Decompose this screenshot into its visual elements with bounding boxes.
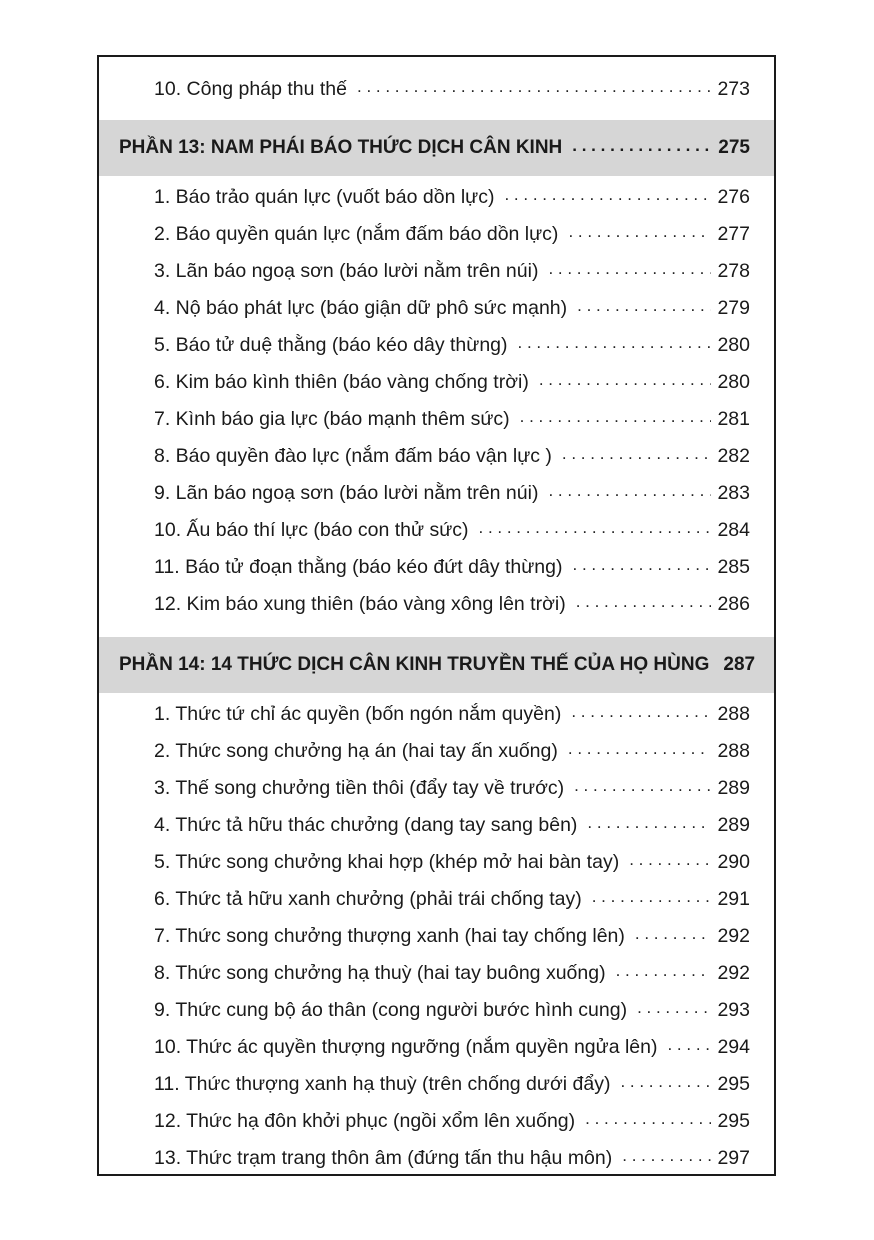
- entry-page: 291: [717, 887, 750, 910]
- entry-title: 12. Thức hạ đôn khởi phục (ngồi xổm lên xuống): [154, 1109, 576, 1132]
- dot-leader: [592, 887, 712, 907]
- entry-page: 283: [717, 481, 750, 504]
- toc-entry: [154, 402, 750, 436]
- section-heading: [99, 120, 774, 176]
- section-title: PHẦN 14: 14 THỨC DỊCH CÂN KINH TRUYỀN THẾ CỦA HỌ HÙNG: [119, 654, 710, 675]
- entry-title: 5. Báo tử duệ thằng (báo kéo dây thừng): [154, 333, 508, 356]
- toc-entry: [154, 697, 750, 731]
- dot-leader: [572, 136, 710, 156]
- entry-title: 7. Kình báo gia lực (báo mạnh thêm sức): [154, 407, 510, 430]
- dot-leader: [585, 1109, 711, 1129]
- toc-entry: [154, 993, 750, 1027]
- entry-title: 11. Thức thượng xanh hạ thuỳ (trên chống dưới đẩy): [154, 1072, 611, 1095]
- entry-title: 1. Báo trảo quán lực (vuốt báo dồn lực): [154, 185, 495, 208]
- dot-leader: [637, 998, 711, 1018]
- entry-title: 7. Thức song chưởng thượng xanh (hai tay chống lên): [154, 924, 625, 947]
- dot-leader: [622, 1146, 711, 1166]
- entry-page: 289: [717, 813, 750, 836]
- toc-entry: [154, 808, 750, 842]
- entry-title: 13. Thức trạm trang thôn âm (đứng tấn thu hậu môn): [154, 1146, 613, 1169]
- toc-frame: [97, 55, 776, 1176]
- dot-leader: [616, 961, 712, 981]
- entry-title: 10. Thức ác quyền thượng ngưỡng (nắm quyền ngửa lên): [154, 1035, 658, 1058]
- toc-entry: [154, 550, 750, 584]
- dot-leader: [667, 1035, 711, 1055]
- toc-entry: [154, 1104, 750, 1138]
- entry-title: 4. Thức tả hữu thác chưởng (dang tay sang bên): [154, 813, 578, 836]
- dot-leader: [571, 702, 711, 722]
- toc-entry: [154, 956, 750, 990]
- entry-title: 8. Thức song chưởng hạ thuỳ (hai tay buông xuống): [154, 961, 606, 984]
- entry-title: 3. Thế song chưởng tiền thôi (đẩy tay về trước): [154, 776, 565, 799]
- dot-leader: [629, 850, 711, 870]
- entry-page: 281: [717, 407, 750, 430]
- dot-leader: [635, 924, 712, 944]
- dot-leader: [548, 259, 711, 279]
- entry-page: 286: [717, 592, 750, 615]
- dot-leader: [620, 1072, 711, 1092]
- toc-entry: [154, 1141, 750, 1175]
- entry-title: 2. Báo quyền quán lực (nắm đấm báo dồn lực): [154, 222, 559, 245]
- dot-leader: [587, 813, 711, 833]
- toc-entry: [154, 180, 750, 214]
- entry-title: 10. Ấu báo thí lực (báo con thử sức): [154, 518, 469, 541]
- entry-page: 279: [717, 296, 750, 319]
- toc-entry: [154, 771, 750, 805]
- entry-page: 289: [717, 776, 750, 799]
- dot-leader: [574, 776, 711, 796]
- toc-entry: [154, 439, 750, 473]
- entry-page: 282: [717, 444, 750, 467]
- entry-page: 294: [717, 1035, 750, 1058]
- entry-page: 297: [717, 1146, 750, 1169]
- entry-title: 2. Thức song chưởng hạ án (hai tay ấn xuống): [154, 739, 558, 762]
- section-page: 287: [723, 654, 756, 675]
- dot-leader: [568, 222, 711, 242]
- toc-entry: [154, 1067, 750, 1101]
- entry-page: 276: [717, 185, 750, 208]
- entry-page: 292: [717, 924, 750, 947]
- dot-leader: [568, 739, 712, 759]
- dot-leader: [576, 592, 712, 612]
- toc-entry: [154, 919, 750, 953]
- entry-page: 293: [717, 998, 750, 1021]
- entry-title: 12. Kim báo xung thiên (báo vàng xông lên trời): [154, 592, 566, 615]
- toc-entry: [154, 845, 750, 879]
- dot-leader: [520, 407, 712, 427]
- toc-entry: [154, 217, 750, 251]
- dot-leader: [562, 444, 712, 464]
- toc-entry: [154, 365, 750, 399]
- entry-title: 10. Công pháp thu thế: [154, 77, 347, 100]
- entry-title: 6. Kim báo kình thiên (báo vàng chống trời): [154, 370, 529, 393]
- dot-leader: [504, 185, 711, 205]
- entry-title: 1. Thức tứ chỉ ác quyền (bốn ngón nắm quyền): [154, 702, 562, 725]
- entry-page: 295: [717, 1072, 750, 1095]
- dot-leader: [577, 296, 711, 316]
- toc-entry: [154, 1030, 750, 1064]
- toc-entry: [154, 254, 750, 288]
- dot-leader: [479, 518, 712, 538]
- entry-title: 4. Nộ báo phát lực (báo giận dữ phô sức mạnh): [154, 296, 568, 319]
- entry-page: 292: [717, 961, 750, 984]
- entry-page: 277: [717, 222, 750, 245]
- toc-entry: [154, 882, 750, 916]
- toc-entry: [154, 734, 750, 768]
- entry-title: 5. Thức song chưởng khai hợp (khép mở hai bàn tay): [154, 850, 620, 873]
- entry-page: 295: [717, 1109, 750, 1132]
- section-heading: [99, 637, 774, 693]
- dot-leader: [539, 370, 712, 390]
- entry-title: 6. Thức tả hữu xanh chưởng (phải trái chống tay): [154, 887, 582, 910]
- toc-entry: [154, 476, 750, 510]
- entry-page: 290: [717, 850, 750, 873]
- entry-title: 11. Báo tử đoạn thằng (báo kéo đứt dây thừng): [154, 555, 563, 578]
- entry-page: 280: [717, 333, 750, 356]
- entry-page: 288: [717, 702, 750, 725]
- toc-entry: [154, 328, 750, 362]
- entry-page: 284: [717, 518, 750, 541]
- section-title: PHẦN 13: NAM PHÁI BÁO THỨC DỊCH CÂN KINH: [119, 137, 563, 158]
- entry-page: 285: [717, 555, 750, 578]
- toc-entry: [154, 587, 750, 621]
- dot-leader: [573, 555, 712, 575]
- dot-leader: [518, 333, 712, 353]
- entry-page: 278: [717, 259, 750, 282]
- entry-page: 288: [717, 739, 750, 762]
- toc-entry: [154, 513, 750, 547]
- entry-title: 8. Báo quyền đào lực (nắm đấm báo vận lực ): [154, 444, 552, 467]
- entry-page: 280: [717, 370, 750, 393]
- dot-leader: [548, 481, 711, 501]
- section-page: 275: [718, 137, 750, 158]
- entry-title: 9. Lãn báo ngoạ sơn (báo lười nằm trên núi): [154, 481, 539, 504]
- toc-entry: [154, 291, 750, 325]
- entry-title: 3. Lãn báo ngoạ sơn (báo lười nằm trên núi): [154, 259, 539, 282]
- entry-title: 9. Thức cung bộ áo thân (cong người bước hình cung): [154, 998, 628, 1021]
- dot-leader: [357, 77, 711, 97]
- entry-page: 273: [717, 77, 750, 100]
- toc-entry: [154, 72, 750, 106]
